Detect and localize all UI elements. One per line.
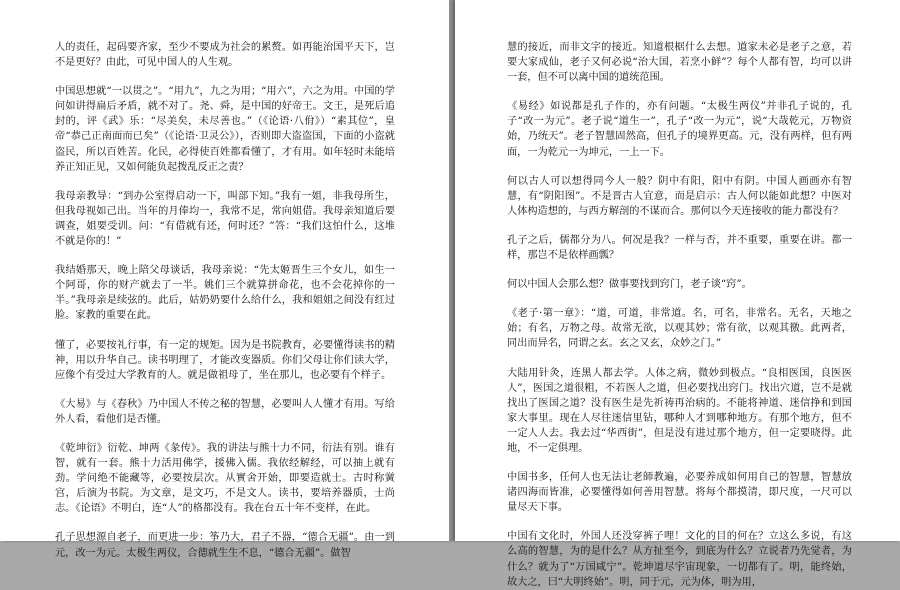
right-paragraph-5: 何以中国人会那么想？做事要找到窍门，老子谈“窍”。 bbox=[507, 279, 752, 291]
left-paragraph-1: 人的责任，起码要齐家，至少不要成为社会的累赘。如再能治国平天下，岂不是更好？由此，可见中国人的人生观。 bbox=[55, 42, 395, 69]
right-paragraph-8: 中国书多，任何人也无法让老師教遍，必要养成如何用自己的智慧，智慧放诸四海而皆准，必要懂得如何善用智慧。将每个都摸清，即尺度，一尺可以量尽天下事。 bbox=[507, 472, 852, 514]
left-paragraph-4: 我结婚那天，晚上陪父母谈话，我母亲说：“先太姬晋生三个女儿，如生一个阿哥，你的财产就去了一半。姚们三个就算拼命花，也不会花掉你的一半。”我母亲是续弦的。此后，姑奶奶要什么给什么，我和姐姐之间没有红过脸。家教的重要在此。 bbox=[55, 265, 395, 322]
left-paragraph-3: 我母亲教导：“到办公室得启动一下，叫部下知。”我有一姐，非我母所生，但我母视如己出。当年的月俸均一，我常不足，常向姐借。我母亲知道后要调查，姐要受训。问：“有借就有还，何时还？”答：“我们这怕什么，这堆不就是你的！” bbox=[55, 190, 395, 248]
left-paragraph-6: 《大易》与《春秋》乃中国人不传之秘的智慧，必要叫人人懂才有用。写给外人看，看他们是否懂。 bbox=[55, 398, 395, 425]
right-paragraph-6: 《老子·第一章》：“道，可道，非常道。名，可名，非常名。无名，天地之始；有名，万物之母。故常无欲，以观其妙；常有欲，以观其徼。此两者，同出而异名，同谓之玄。玄之又玄，众妙之门。” bbox=[507, 308, 852, 350]
left-page-content bbox=[55, 40, 395, 561]
right-paragraph-9: 中国有文化时，外国人还没穿裤子哩！文化的目的何在？立这么多说，有这么高的智慧，为的是什么？从方扯至今，到底为什么？立说者乃先觉者，为什么？就为了“万国咸宁”。乾坤道尽宇宙现象，一切都有了。明，能终始，故大之，曰“大明终始”。明，同于元，元为体，明为用， bbox=[507, 531, 852, 588]
right-paragraph-1: 慧的接近，而非文字的接近。知道根椐什么去想。道家未必是老子之意，若要大家成仙，老子又何必说“治大国，若烹小鲜”？每个人都有智，均可以讲一套，但不可以离中国的道统范围。 bbox=[507, 42, 852, 84]
left-paragraph-5: 懂了，必要按礼行事，有一定的规矩。因为是书院教育，必要懂得读书的精神，用以升华自己。读书明理了，才能改变器质。你们父母让你们读大学，应像个有受过大学教育的人。就是做祖母了，坐在那儿，也必要有个样子。 bbox=[55, 339, 395, 381]
right-paragraph-2: 《易经》如说都是孔子作的，亦有问题。“太极生两仪”并非孔子说的，孔子“改一为元”。老子说“道生一”，孔子“改一为元”，说“大哉乾元，万物资始，乃统天”。老子智慧固然高，但孔子的境界更高。元，没有两样，但有两面，一为乾元一为坤元，一上一下。 bbox=[507, 101, 852, 158]
left-paragraph-7: 《乾坤衍》衍乾、坤两《彖传》。我的讲法与熊十力不同，衍法有别。谁有智，就有一套。熊十力活用佛学，援佛入儒。我依经解经，可以抽上就有劲。学问绝不能藏等，必要按层次。从實舍开始，即要造就士。古时称黉宫，后演为书院。为文章，是文巧，不是文人。读书，要培养器质，士尚志。《论语》不明白，连“人”的格都没有。我在台五十年不变样，在此。 bbox=[55, 442, 395, 515]
right-page-content bbox=[507, 40, 852, 590]
right-page bbox=[455, 0, 900, 588]
right-paragraph-3: 何以古人可以想得同今人一般？阴中有阳，阳中有阴。中国人画画亦有智慧，有“阴阳图”。不是晋古人宜意，而是启示：古人何以能如此想？中医对人体构造想的，与西方解剖的不谋而合。那何以今天连接收的能力都没有？ bbox=[507, 175, 852, 217]
left-page bbox=[0, 0, 449, 559]
left-paragraph-8: 孔子思想源自老子，而更进一步：筝乃大，君子不器，“德合无疆”。由一到元，改一为元。太极生两仪，合德就生生不息，“德合无疆”。做智 bbox=[55, 532, 395, 559]
right-paragraph-4: 孔子之后，儒都分为八。何况是我？一样与否，并不重要，重要在讲。都一样，那岂不是依样画瓢？ bbox=[507, 234, 852, 262]
left-paragraph-2: 中国思想就“一以贯之”。“用九”，九之为用；“用六”，六之为用。中国的学问如讲得扁后矛盾，就不对了。尧、舜，是中国的好帝王。文王，是死后追封的，评《武》乐：“尽美矣，未尽善也。”（《论语·八佾》）“素其位”，皇帝“恭己正南面而已矣”（《论语·卫灵公》），否则即大盗盗国，下面的小盗就盗民，所以百姓苦。化民，必得使百姓都看懂了，才有用。如年轻时未能培养正知正见，又如何能负起拨乱反正之责？ bbox=[55, 86, 395, 173]
right-paragraph-7: 大陆用针灸，连黑人都去学。人体之病，微妙到极点。“良相医国，良医医人”，医国之道很粗，不若医人之道，但必要找出窍门。找出穴道，岂不是就找出了医国之道？没有医生是先祈祷再治病的。不能将神道、迷信挣和到国家大事里。现在人尽往迷信里钻，哪种人才到哪种地方。有那个地方，但不一定人人去。我去过“华西街”，但是没有进过那个地方，但一定要晓得。此地，不一定俱理。 bbox=[507, 367, 852, 454]
